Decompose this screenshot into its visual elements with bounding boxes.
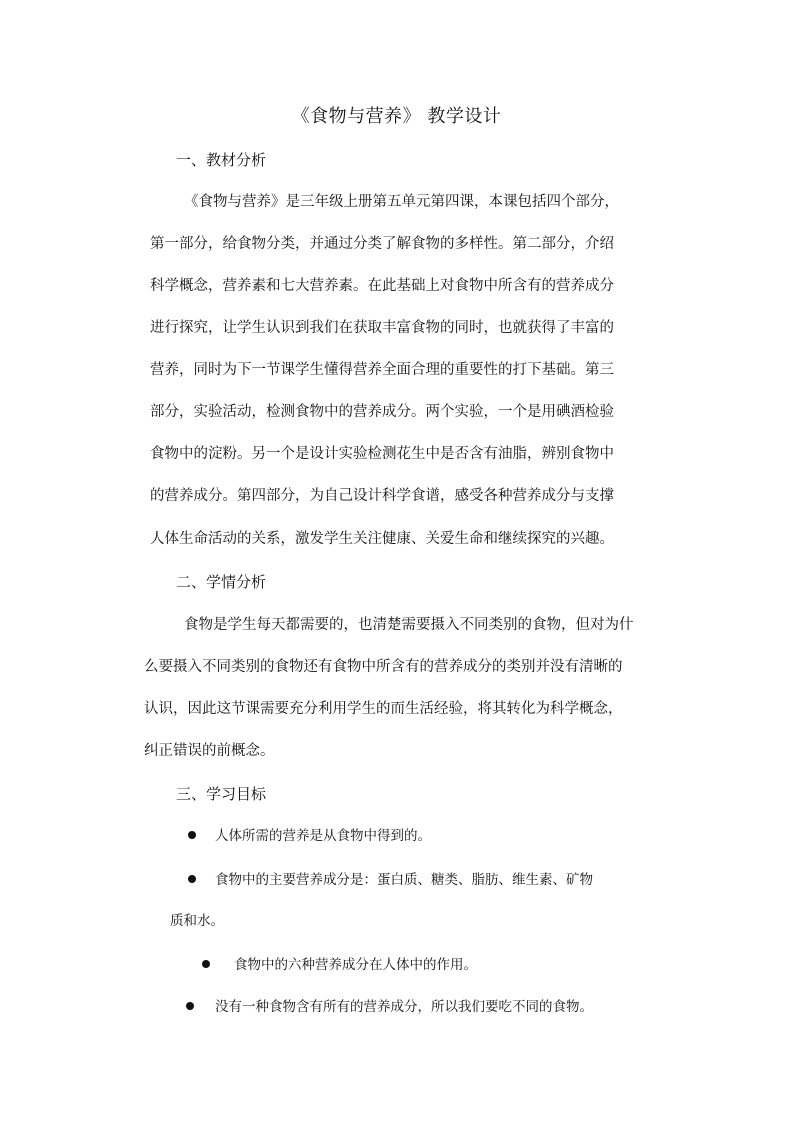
paragraph-line: 部分，实验活动，检测食物中的营养成分。两个实验，一个是用碘酒检验 [150,404,614,420]
bullet-icon [202,960,210,968]
paragraph-line: 纠正错误的前概念。 [144,743,275,759]
paragraph-line: 人体生命活动的关系，激发学生关注健康、关爱生命和继续探究的兴趣。 [150,531,614,547]
paragraph-line: 认识，因此这节课需要充分利用学生的而生活经验，将其转化为科学概念， [144,701,623,717]
objective-item: 食物中的六种营养成分在人体中的作用。 [234,957,477,973]
section-heading-learner-analysis: 二、学情分析 [176,573,267,591]
paragraph-line: 科学概念，营养素和七大营养素。在此基础上对食物中所含有的营养成分 [150,278,614,294]
paragraph-line: 《食物与营养》是三年级上册第五单元第四课，本课包括四个部分， [184,194,619,210]
paragraph-line: 第一部分，给食物分类，并通过分类了解食物的多样性。第二部分，介绍 [150,236,614,252]
objective-item-continuation: 质和水。 [170,913,224,929]
paragraph-line: 食物是学生每天都需要的，也清楚需要摄入不同类别的食物，但对为什 [184,617,634,633]
bullet-icon [186,1002,194,1010]
objective-item: 没有一种食物含有所有的营养成分，所以我们要吃不同的食物。 [215,999,593,1015]
objective-item: 食物中的主要营养成分是：蛋白质、糖类、脂肪、维生素、矿物 [215,872,593,888]
paragraph-line: 的营养成分。第四部分，为自己设计科学食谱，感受各种营养成分与支撑 [150,488,614,504]
bullet-icon [188,875,196,883]
paragraph-line: 营养，同时为下一节课学生懂得营养全面合理的重要性的打下基础。第三 [150,362,614,378]
paragraph-line: 进行探究，让学生认识到我们在获取丰富食物的同时，也就获得了丰富的 [150,320,614,336]
section-heading-textbook-analysis: 一、教材分析 [176,151,267,169]
paragraph-line: 么要摄入不同类别的食物还有食物中所含有的营养成分的类别并没有清晰的 [144,659,623,675]
document-title: 《食物与营养》 教学设计 [291,106,502,127]
paragraph-line: 食物中的淀粉。另一个是设计实验检测花生中是否含有油脂，辨别食物中 [150,446,614,462]
section-heading-learning-objectives: 三、学习目标 [176,785,267,803]
objective-item: 人体所需的营养是从食物中得到的。 [215,828,431,844]
bullet-icon [188,831,196,839]
